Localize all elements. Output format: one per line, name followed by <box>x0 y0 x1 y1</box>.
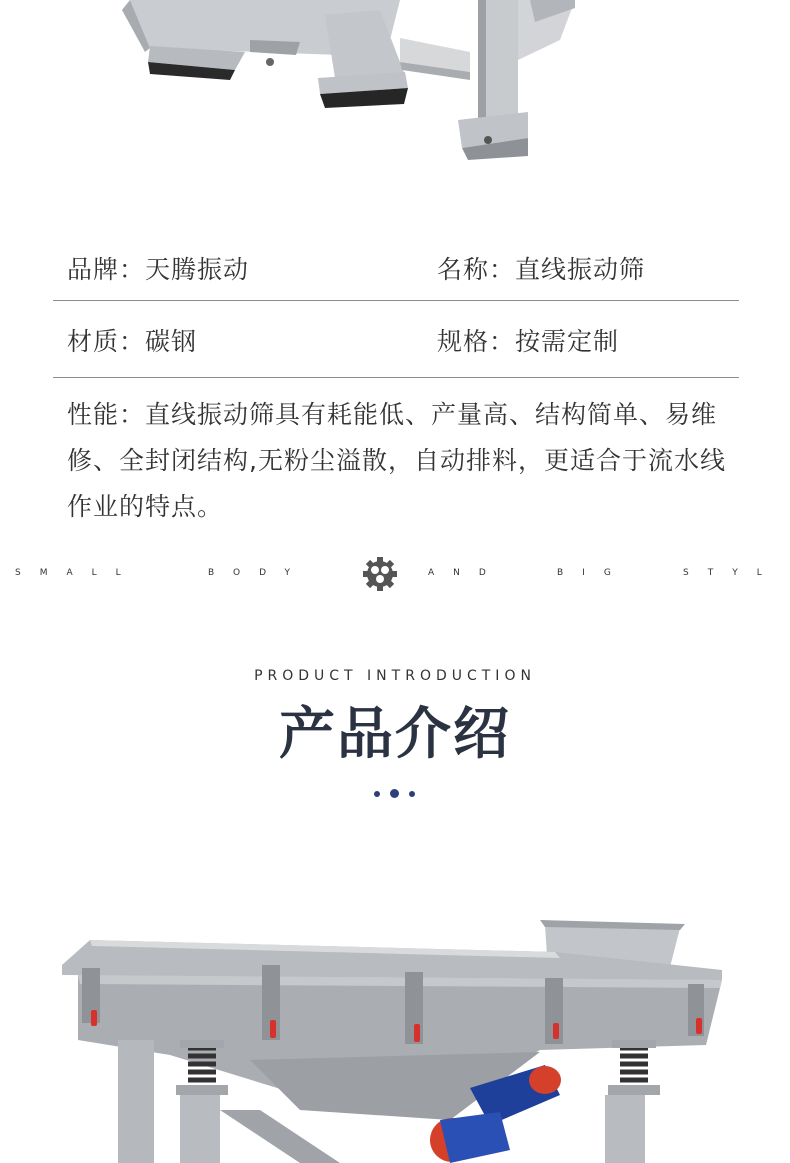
decor-dot <box>374 791 380 797</box>
performance-description <box>67 392 757 530</box>
table-divider <box>53 377 739 378</box>
section-title-english: PRODUCT INTRODUCTION <box>254 668 536 684</box>
tagline-small: SMALL <box>15 568 140 578</box>
material-field <box>67 322 197 358</box>
tagline-big: BIG <box>557 568 630 578</box>
size-label: 规格： <box>437 327 516 356</box>
description-line: 作业的特点。 <box>67 492 224 521</box>
section-title-chinese: 产品介绍 <box>279 702 511 767</box>
decor-dot <box>390 789 399 798</box>
tagline-style: STYL <box>683 568 781 578</box>
material-value: 碳钢 <box>145 327 198 356</box>
gear-icon <box>362 556 398 592</box>
description-line: 性能：直线振动筛具有耗能低、产量高、结构简单、易维 <box>67 400 718 429</box>
name-field <box>437 250 645 286</box>
material-label: 材质： <box>67 327 146 356</box>
decor-dot <box>409 791 415 797</box>
size-field <box>437 322 619 358</box>
brand-field <box>67 250 249 286</box>
tagline-body: BODY <box>208 568 310 578</box>
brand-value: 天腾振动 <box>145 255 250 284</box>
description-line: 修、全封闭结构,无粉尘溢散，自动排料，更适合于流水线 <box>67 446 726 475</box>
machine-base-photo <box>0 0 790 170</box>
tagline-and: AND <box>428 568 505 578</box>
name-value: 直线振动筛 <box>515 255 646 284</box>
table-divider <box>53 300 739 301</box>
linear-vibrating-screen-photo <box>0 880 790 1163</box>
size-value: 按需定制 <box>515 327 620 356</box>
brand-label: 品牌： <box>67 255 146 284</box>
name-label: 名称： <box>437 255 516 284</box>
